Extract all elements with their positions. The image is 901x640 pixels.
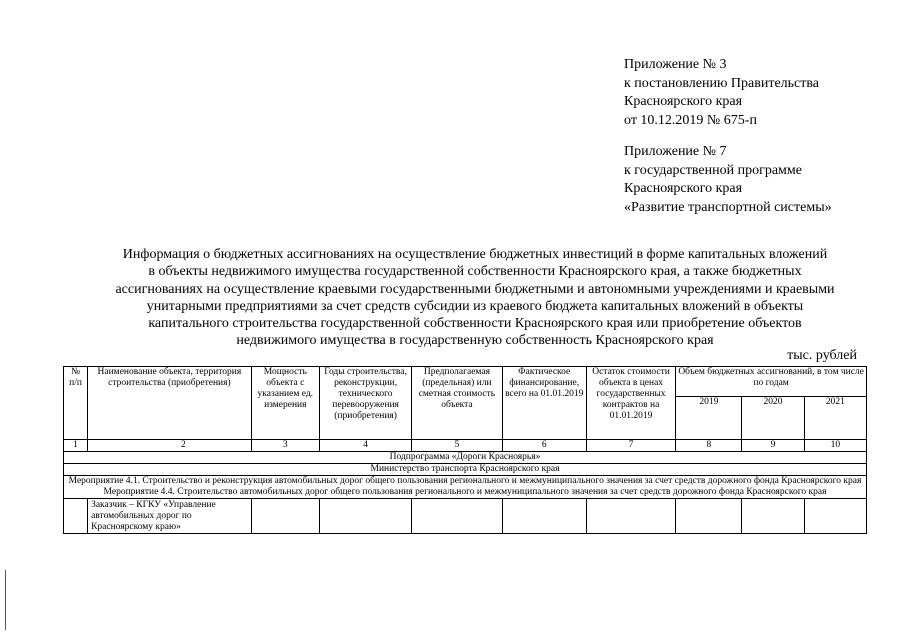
column-number: 5 (412, 440, 502, 452)
column-number: 10 (804, 440, 866, 452)
column-number: 8 (676, 440, 742, 452)
title-line: Информация о бюджетных ассигнованиях на осуществление бюджетных инвестиций в форме капитальных вложений (122, 247, 828, 262)
column-number: 3 (251, 440, 319, 452)
empty-cell (412, 499, 502, 534)
appendix-2-line: к государственной программе (624, 162, 802, 178)
column-number-row (64, 440, 867, 452)
column-number: 7 (586, 440, 675, 452)
contractor-row (64, 499, 867, 534)
appendix-2-line: Красноярского края (624, 181, 743, 196)
appendix-1-line: Приложение № 3 (624, 57, 727, 72)
column-number: 9 (742, 440, 804, 452)
table-header-row (64, 367, 867, 397)
budget-table (63, 366, 867, 534)
units-label: тыс. рублей (787, 348, 857, 363)
appendix-2-line: «Развитие транспортной системы» (624, 199, 832, 215)
measure-4-4-label: Мероприятие 4.4. Строительство автомобильных дорог общего пользования регионального и межмуниципального значения за счет средств дорожного фонда Красноярского края (103, 487, 827, 497)
header-num: № п/п (64, 367, 88, 440)
appendix-2-line: Приложение № 7 (624, 144, 727, 159)
title-line: в объекты недвижимого имущества государственной собственности Красноярского края, а также бюджетных (148, 264, 802, 280)
appendix-header-1 (624, 56, 894, 130)
ministry-label: Министерство транспорта Красноярского края (64, 464, 867, 476)
empty-cell (502, 499, 586, 534)
title-line: ассигнованиях на осуществление краевыми государственными бюджетными и автономными учреждениями и краевыми (115, 281, 835, 297)
column-number: 6 (502, 440, 586, 452)
scan-margin-line (5, 570, 6, 630)
empty-cell (586, 499, 675, 534)
header-year-2021: 2021 (804, 397, 866, 440)
appendix-1-line: Красноярского края (624, 94, 743, 109)
document-title (60, 246, 890, 350)
column-number: 4 (319, 440, 411, 452)
header-year-2020: 2020 (742, 397, 804, 440)
header-allocations-group: Объем бюджетных ассигнований, в том числе по годам (676, 367, 867, 397)
title-line: недвижимого имущества в государственную собственность Красноярского края (236, 333, 714, 349)
header-years: Годы строительства, реконструкции, технического перевооружения (приобретения) (319, 367, 411, 440)
measure-cell (64, 476, 867, 499)
contractor-label: Заказчик – КГКУ «Управление автомобильных дорог по Красноярскому краю» (88, 499, 252, 534)
empty-cell (676, 499, 742, 534)
header-year-2019: 2019 (676, 397, 742, 440)
appendix-header-2 (624, 143, 894, 217)
title-line: унитарными предприятиями за счет средств субсидии из краевого бюджета капитальных вложений в объекты (146, 298, 804, 314)
header-actual-financing: Фактическое финансирование, всего на 01.01.2019 (502, 367, 586, 440)
measure-row (64, 476, 867, 499)
header-remaining-cost: Остаток стоимости объекта в ценах государственных контрактов на 01.01.2019 (586, 367, 675, 440)
appendix-1-line: к постановлению Правительства (624, 75, 820, 91)
empty-cell (251, 499, 319, 534)
empty-cell (742, 499, 804, 534)
column-number: 1 (64, 440, 88, 452)
measure-4-1-label: Мероприятие 4.1. Строительство и реконструкция автомобильных дорог общего пользования регионального и межмуниципального значения за счет средств дорожного фонда Красноярского края (68, 476, 862, 486)
column-number: 2 (88, 440, 252, 452)
ministry-row (64, 464, 867, 476)
subprogram-row (64, 452, 867, 464)
header-capacity: Мощность объекта с указанием ед. измерения (251, 367, 319, 440)
subprogram-label: Подпрограмма «Дороги Красноярья» (64, 452, 867, 464)
empty-cell (319, 499, 411, 534)
header-estimated-cost: Предполагаемая (предельная) или сметная стоимость объекта (412, 367, 502, 440)
appendix-1-line: от 10.12.2019 № 675-п (624, 112, 757, 128)
contractor-num-cell (64, 499, 88, 534)
empty-cell (804, 499, 866, 534)
title-line: капитального строительства государственной собственности Красноярского края или приобретение объектов (148, 316, 802, 332)
header-name: Наименование объекта, территория строительства (приобретения) (88, 367, 252, 440)
